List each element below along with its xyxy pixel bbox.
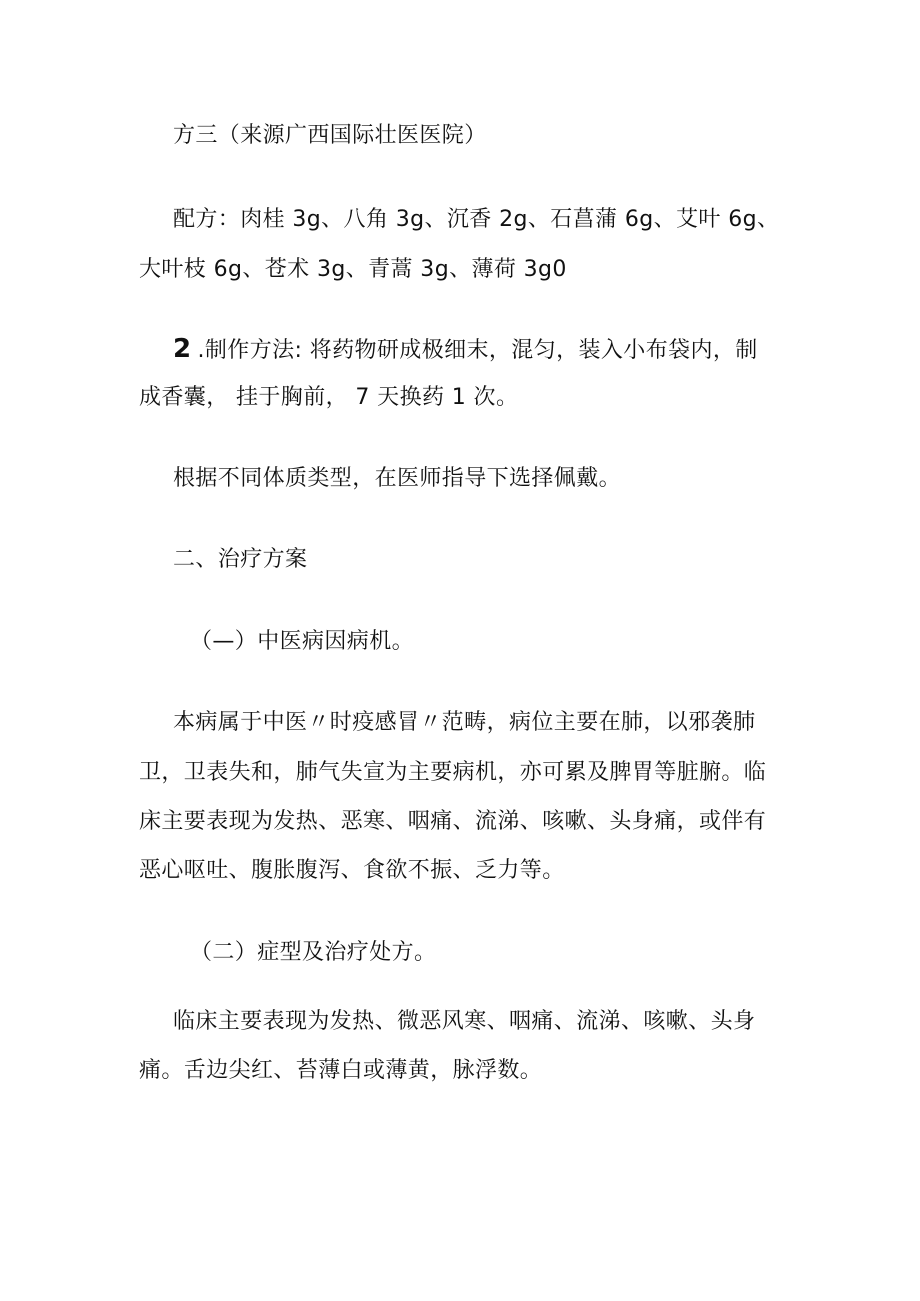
formula-line-2: 大叶枝 6g、苍术 3g、青蒿 3g、薄荷 3g0 <box>139 257 567 282</box>
formula-line-1: 配方：肉桂 3g、八角 3g、沉香 2g、石菖蒲 6g、艾叶 6g、 <box>173 207 780 232</box>
method-line-2: 成香囊， 挂于胸前， 7 天换药 1 次。 <box>139 385 519 410</box>
pathogenesis-line-2: 卫，卫表失和，肺气失宣为主要病机，亦可累及脾胃等脏腑。临 <box>139 760 767 785</box>
pathogenesis-line-1: 本病属于中医〃时疫感冒〃范畴，病位主要在肺，以邪袭肺 <box>173 710 756 735</box>
method-number: 2 <box>173 334 192 364</box>
subsection-one-heading: （—）中医病因病机。 <box>190 629 415 654</box>
method-line-1 <box>173 334 758 366</box>
clinical-line-1: 临床主要表现为发热、微恶风寒、咽痛、流涕、咳嗽、头身 <box>173 1009 756 1034</box>
section-two-heading: 二、治疗方案 <box>173 547 308 572</box>
pathogenesis-line-4: 恶心呕吐、腹胀腹泻、食欲不振、乏力等。 <box>139 858 565 883</box>
method-text: .制作方法: 将药物研成极细末，混匀，装入小布袋内，制 <box>197 338 758 363</box>
source-heading: 方三（来源广西国际壮医医院） <box>173 123 487 148</box>
pathogenesis-line-3: 床主要表现为发热、恶寒、咽痛、流涕、咳嗽、头身痛，或伴有 <box>139 809 767 834</box>
advice-paragraph: 根据不同体质类型，在医师指导下选择佩戴。 <box>173 466 622 491</box>
subsection-two-heading: （二）症型及治疗处方。 <box>190 940 437 965</box>
clinical-line-2: 痛。舌边尖红、苔薄白或薄黄，脉浮数。 <box>139 1058 543 1083</box>
